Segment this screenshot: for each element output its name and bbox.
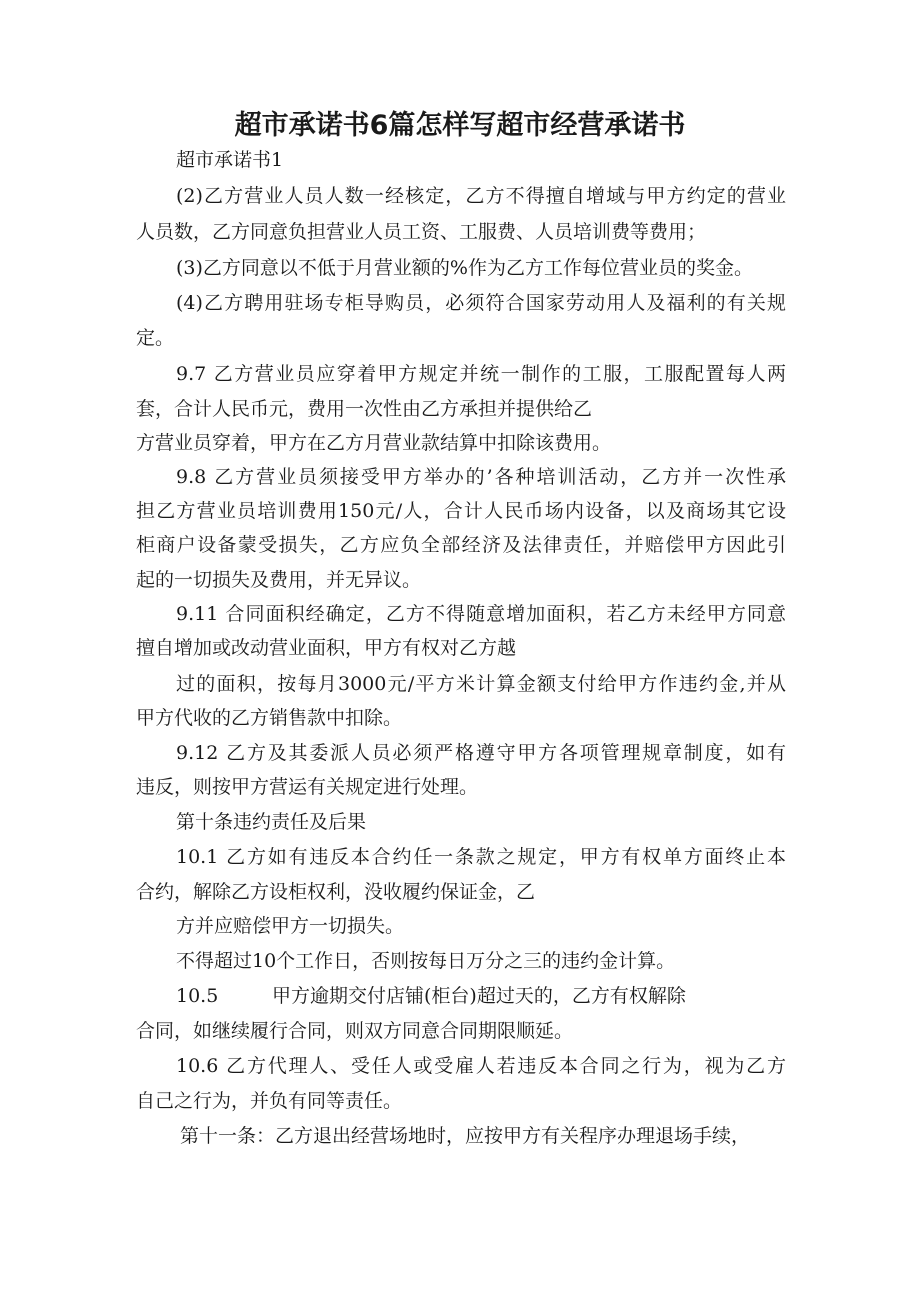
document-line: (4)乙方聘用驻场专柜导购员，必须符合国家劳动用人及福利的有关规 xyxy=(176,292,786,314)
document-line: 合约，解除乙方设柜权利，没收履约保证金，乙 xyxy=(136,881,536,903)
document-line: 方营业员穿着，甲方在乙方月营业款结算中扣除该费用。 xyxy=(136,432,612,454)
document-line: 第十条违约责任及后果 xyxy=(176,811,367,833)
document-line: 9.8 乙方营业员须接受甲方举办的’各种培训活动，乙方并一次性承 xyxy=(176,466,786,488)
document-line: (3)乙方同意以不低于月营业额的%作为乙方工作每位营业员的奖金。 xyxy=(176,257,753,279)
document-line xyxy=(176,982,786,1010)
document-line: 超市承诺书1 xyxy=(176,149,284,171)
document-line: 擅自增加或改动营业面积，甲方有权对乙方越 xyxy=(136,637,517,659)
document-line: 过的面积，按每月3000元/平方米计算金额支付给甲方作违约金,并从 xyxy=(176,673,786,695)
document-line: 套，合计人民币元，费用一次性由乙方承担并提供给乙 xyxy=(136,398,593,420)
document-line: 定。 xyxy=(136,327,175,349)
document-line: 起的一切损失及费用，并无异议。 xyxy=(136,569,422,591)
document-line: 担乙方营业员培训费用150元/人，合计人民币场内设备，以及商场其它设 xyxy=(136,500,786,522)
document-line: (2)乙方营业人员人数一经核定，乙方不得擅自增域与甲方约定的营业 xyxy=(176,185,786,207)
document-line: 柜商户设备蒙受损失，乙方应负全部经济及法律责任，并赔偿甲方因此引 xyxy=(136,534,786,556)
document-line: 自己之行为，并负有同等责任。 xyxy=(136,1090,403,1112)
document-line: 9.11 合同面积经确定，乙方不得随意增加面积，若乙方未经甲方同意 xyxy=(176,603,786,625)
document-line: 9.7 乙方营业员应穿着甲方规定并统一制作的工服，工服配置每人两 xyxy=(176,363,786,385)
document-line: 不得超过10个工作日，否则按每日万分之三的违约金计算。 xyxy=(176,950,676,972)
clause-text: 甲方逾期交付店铺(柜台)超过天的，乙方有权解除 xyxy=(272,985,686,1007)
document-line: 10.1 乙方如有违反本合约任一条款之规定，甲方有权单方面终止本 xyxy=(176,846,786,868)
document-line: 10.6 乙方代理人、受任人或受雇人若违反本合同之行为，视为乙方 xyxy=(176,1055,786,1077)
document-line: 方并应赔偿甲方一切损失。 xyxy=(176,915,405,937)
document-line: 甲方代收的乙方销售款中扣除。 xyxy=(136,707,403,729)
document-line: 人员数，乙方同意负担营业人员工资、工服费、人员培训费等费用； xyxy=(136,221,707,243)
document-title: 超市承诺书6篇怎样写超市经营承诺书 xyxy=(234,110,686,141)
document-line: 9.12 乙方及其委派人员必须严格遵守甲方各项管理规章制度，如有 xyxy=(176,742,786,764)
clause-number: 10.5 xyxy=(176,985,219,1007)
document-line: 违反，则按甲方营运有关规定进行处理。 xyxy=(136,776,479,798)
document-line: 合同，如继续履行合同，则双方同意合同期限顺延。 xyxy=(136,1020,574,1042)
document-line: 第十一条：乙方退出经营场地时，应按甲方有关程序办理退场手续， xyxy=(180,1125,751,1147)
